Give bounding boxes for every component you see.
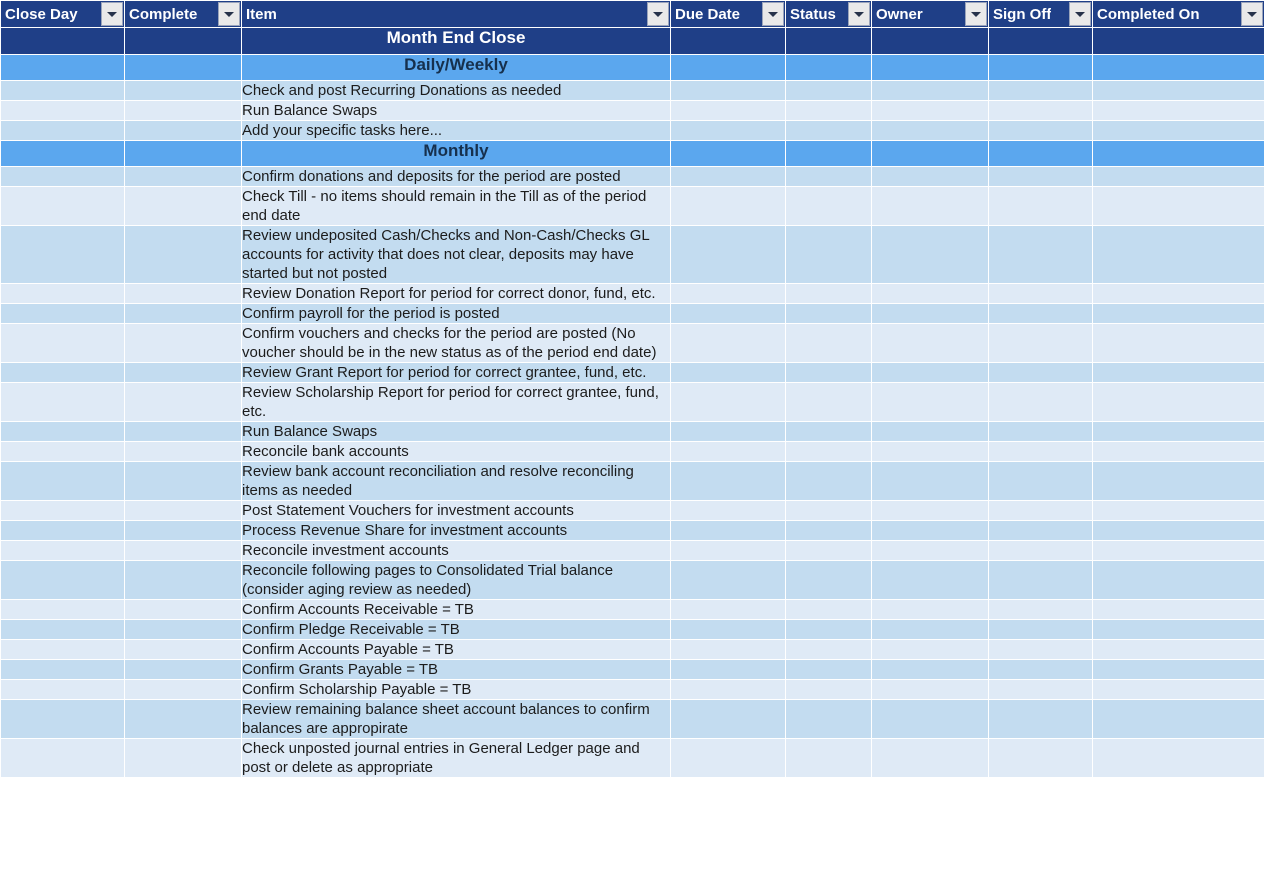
cell-status[interactable] (786, 284, 872, 304)
cell-status[interactable] (786, 700, 872, 739)
cell-owner[interactable] (872, 660, 989, 680)
blank-cell[interactable] (872, 55, 989, 81)
cell-due-date[interactable] (671, 700, 786, 739)
blank-cell[interactable] (1093, 55, 1264, 81)
section-title: Monthly (242, 141, 671, 167)
cell-complete[interactable] (125, 81, 242, 101)
cell-completed-on[interactable] (1093, 363, 1264, 383)
cell-due-date[interactable] (671, 383, 786, 422)
sheet-title-row (1, 28, 1264, 55)
table-row (1, 640, 1264, 660)
cell-item[interactable]: Review remaining balance sheet account balances to confirm balances are appropirate (242, 700, 671, 739)
column-header-item[interactable] (242, 1, 671, 28)
cell-owner[interactable] (872, 442, 989, 462)
cell-complete[interactable] (125, 640, 242, 660)
cell-item[interactable]: Add your specific tasks here... (242, 121, 671, 141)
cell-owner[interactable] (872, 620, 989, 640)
cell-close-day[interactable] (1, 383, 125, 422)
cell-close-day[interactable] (1, 422, 125, 442)
cell-sign-off[interactable] (989, 121, 1093, 141)
cell-complete[interactable] (125, 620, 242, 640)
column-header-label: Close Day (5, 5, 78, 23)
page-title: Month End Close (242, 28, 671, 55)
blank-cell[interactable] (989, 141, 1093, 167)
cell-item[interactable]: Review Scholarship Report for period for correct grantee, fund, etc. (242, 383, 671, 422)
section-header-row (1, 141, 1264, 167)
column-header-label: Status (790, 5, 836, 23)
column-header-close-day[interactable] (1, 1, 125, 28)
cell-completed-on[interactable] (1093, 284, 1264, 304)
cell-item[interactable]: Review Grant Report for period for correct grantee, fund, etc. (242, 363, 671, 383)
cell-close-day[interactable] (1, 363, 125, 383)
cell-item[interactable]: Confirm vouchers and checks for the period are posted (No voucher should be in the new status as of the period end date) (242, 324, 671, 363)
cell-complete[interactable] (125, 363, 242, 383)
cell-status[interactable] (786, 521, 872, 541)
blank-cell[interactable] (989, 55, 1093, 81)
blank-cell[interactable] (1093, 141, 1264, 167)
cell-status[interactable] (786, 304, 872, 324)
cell-owner[interactable] (872, 324, 989, 363)
chevron-down-icon[interactable] (1069, 2, 1091, 26)
table-row (1, 561, 1264, 600)
cell-owner[interactable] (872, 383, 989, 422)
blank-cell[interactable] (1, 28, 125, 55)
cell-due-date[interactable] (671, 640, 786, 660)
cell-complete[interactable] (125, 187, 242, 226)
cell-item[interactable]: Confirm Accounts Payable = TB (242, 640, 671, 660)
cell-sign-off[interactable] (989, 187, 1093, 226)
table-row (1, 187, 1264, 226)
chevron-down-icon[interactable] (101, 2, 123, 26)
cell-item[interactable]: Process Revenue Share for investment accounts (242, 521, 671, 541)
cell-close-day[interactable] (1, 442, 125, 462)
table-row (1, 363, 1264, 383)
cell-complete[interactable] (125, 739, 242, 778)
cell-due-date[interactable] (671, 521, 786, 541)
cell-completed-on[interactable] (1093, 620, 1264, 640)
cell-sign-off[interactable] (989, 541, 1093, 561)
cell-completed-on[interactable] (1093, 101, 1264, 121)
cell-due-date[interactable] (671, 600, 786, 620)
cell-close-day[interactable] (1, 167, 125, 187)
cell-completed-on[interactable] (1093, 680, 1264, 700)
cell-due-date[interactable] (671, 121, 786, 141)
table-row (1, 422, 1264, 442)
blank-cell[interactable] (872, 141, 989, 167)
cell-status[interactable] (786, 187, 872, 226)
column-header-label: Completed On (1097, 5, 1200, 23)
table-row (1, 700, 1264, 739)
cell-completed-on[interactable] (1093, 561, 1264, 600)
cell-close-day[interactable] (1, 700, 125, 739)
cell-close-day[interactable] (1, 121, 125, 141)
table-row (1, 521, 1264, 541)
cell-close-day[interactable] (1, 462, 125, 501)
table-header-row (1, 1, 1264, 28)
cell-due-date[interactable] (671, 167, 786, 187)
cell-completed-on[interactable] (1093, 187, 1264, 226)
cell-status[interactable] (786, 501, 872, 521)
cell-owner[interactable] (872, 187, 989, 226)
cell-status[interactable] (786, 226, 872, 284)
table-row (1, 501, 1264, 521)
table-row (1, 121, 1264, 141)
cell-status[interactable] (786, 462, 872, 501)
cell-due-date[interactable] (671, 541, 786, 561)
cell-status[interactable] (786, 363, 872, 383)
cell-due-date[interactable] (671, 422, 786, 442)
cell-complete[interactable] (125, 700, 242, 739)
cell-owner[interactable] (872, 81, 989, 101)
cell-completed-on[interactable] (1093, 541, 1264, 561)
cell-status[interactable] (786, 640, 872, 660)
cell-item[interactable]: Review undeposited Cash/Checks and Non-Cash/Checks GL accounts for activity that does not clear, deposits may have started but not posted (242, 226, 671, 284)
cell-completed-on[interactable] (1093, 739, 1264, 778)
cell-completed-on[interactable] (1093, 501, 1264, 521)
cell-close-day[interactable] (1, 640, 125, 660)
cell-sign-off[interactable] (989, 680, 1093, 700)
cell-completed-on[interactable] (1093, 324, 1264, 363)
cell-close-day[interactable] (1, 226, 125, 284)
table-row (1, 680, 1264, 700)
table-row (1, 101, 1264, 121)
cell-sign-off[interactable] (989, 600, 1093, 620)
cell-completed-on[interactable] (1093, 700, 1264, 739)
cell-completed-on[interactable] (1093, 226, 1264, 284)
cell-complete[interactable] (125, 226, 242, 284)
blank-cell[interactable] (786, 28, 872, 55)
cell-status[interactable] (786, 541, 872, 561)
cell-sign-off[interactable] (989, 700, 1093, 739)
blank-cell[interactable] (671, 141, 786, 167)
cell-owner[interactable] (872, 363, 989, 383)
cell-due-date[interactable] (671, 81, 786, 101)
chevron-down-icon[interactable] (965, 2, 987, 26)
table-row (1, 226, 1264, 284)
cell-due-date[interactable] (671, 284, 786, 304)
cell-owner[interactable] (872, 541, 989, 561)
cell-status[interactable] (786, 121, 872, 141)
cell-status[interactable] (786, 101, 872, 121)
cell-close-day[interactable] (1, 81, 125, 101)
cell-close-day[interactable] (1, 660, 125, 680)
cell-owner[interactable] (872, 739, 989, 778)
cell-complete[interactable] (125, 501, 242, 521)
blank-cell[interactable] (671, 55, 786, 81)
table-row (1, 284, 1264, 304)
blank-cell[interactable] (786, 55, 872, 81)
cell-owner[interactable] (872, 680, 989, 700)
cell-owner[interactable] (872, 167, 989, 187)
cell-sign-off[interactable] (989, 660, 1093, 680)
chevron-down-icon[interactable] (762, 2, 784, 26)
cell-due-date[interactable] (671, 324, 786, 363)
cell-sign-off[interactable] (989, 620, 1093, 640)
cell-owner[interactable] (872, 422, 989, 442)
cell-status[interactable] (786, 660, 872, 680)
table-row (1, 324, 1264, 363)
blank-cell[interactable] (1, 55, 125, 81)
cell-close-day[interactable] (1, 600, 125, 620)
cell-due-date[interactable] (671, 304, 786, 324)
cell-close-day[interactable] (1, 680, 125, 700)
cell-complete[interactable] (125, 284, 242, 304)
cell-item[interactable]: Confirm Grants Payable = TB (242, 660, 671, 680)
cell-owner[interactable] (872, 521, 989, 541)
cell-completed-on[interactable] (1093, 304, 1264, 324)
chevron-down-icon[interactable] (218, 2, 240, 26)
cell-sign-off[interactable] (989, 422, 1093, 442)
table-row (1, 739, 1264, 778)
cell-complete[interactable] (125, 462, 242, 501)
cell-close-day[interactable] (1, 521, 125, 541)
cell-status[interactable] (786, 81, 872, 101)
blank-cell[interactable] (125, 28, 242, 55)
blank-cell[interactable] (671, 28, 786, 55)
cell-completed-on[interactable] (1093, 81, 1264, 101)
cell-owner[interactable] (872, 101, 989, 121)
cell-owner[interactable] (872, 640, 989, 660)
cell-complete[interactable] (125, 324, 242, 363)
column-header-sign-off[interactable] (989, 1, 1093, 28)
cell-status[interactable] (786, 739, 872, 778)
cell-completed-on[interactable] (1093, 442, 1264, 462)
column-header-status[interactable] (786, 1, 872, 28)
cell-item[interactable]: Confirm donations and deposits for the period are posted (242, 167, 671, 187)
table-row (1, 660, 1264, 680)
cell-due-date[interactable] (671, 187, 786, 226)
cell-sign-off[interactable] (989, 521, 1093, 541)
cell-sign-off[interactable] (989, 383, 1093, 422)
table-body (1, 28, 1264, 778)
cell-complete[interactable] (125, 600, 242, 620)
cell-due-date[interactable] (671, 442, 786, 462)
cell-owner[interactable] (872, 121, 989, 141)
cell-complete[interactable] (125, 383, 242, 422)
table-row (1, 81, 1264, 101)
cell-due-date[interactable] (671, 561, 786, 600)
cell-due-date[interactable] (671, 462, 786, 501)
cell-item[interactable]: Check unposted journal entries in General Ledger page and post or delete as appropriate (242, 739, 671, 778)
cell-due-date[interactable] (671, 501, 786, 521)
cell-item[interactable]: Check and post Recurring Donations as needed (242, 81, 671, 101)
cell-complete[interactable] (125, 304, 242, 324)
cell-item[interactable]: Post Statement Vouchers for investment accounts (242, 501, 671, 521)
cell-sign-off[interactable] (989, 739, 1093, 778)
cell-close-day[interactable] (1, 324, 125, 363)
cell-item[interactable]: Reconcile following pages to Consolidated Trial balance (consider aging review as needed) (242, 561, 671, 600)
blank-cell[interactable] (125, 141, 242, 167)
column-header-complete[interactable] (125, 1, 242, 28)
table-row (1, 462, 1264, 501)
chevron-down-icon[interactable] (1241, 2, 1263, 26)
cell-sign-off[interactable] (989, 284, 1093, 304)
column-header-label: Due Date (675, 5, 741, 23)
cell-complete[interactable] (125, 101, 242, 121)
cell-completed-on[interactable] (1093, 521, 1264, 541)
blank-cell[interactable] (1, 141, 125, 167)
cell-status[interactable] (786, 383, 872, 422)
cell-item[interactable]: Confirm Pledge Receivable = TB (242, 620, 671, 640)
blank-cell[interactable] (125, 55, 242, 81)
cell-sign-off[interactable] (989, 226, 1093, 284)
cell-owner[interactable] (872, 226, 989, 284)
cell-close-day[interactable] (1, 304, 125, 324)
cell-sign-off[interactable] (989, 304, 1093, 324)
cell-sign-off[interactable] (989, 640, 1093, 660)
blank-cell[interactable] (1093, 28, 1264, 55)
table-row (1, 541, 1264, 561)
column-header-completed-on[interactable] (1093, 1, 1264, 28)
cell-status[interactable] (786, 422, 872, 442)
cell-status[interactable] (786, 561, 872, 600)
cell-sign-off[interactable] (989, 363, 1093, 383)
cell-status[interactable] (786, 442, 872, 462)
cell-sign-off[interactable] (989, 561, 1093, 600)
cell-complete[interactable] (125, 167, 242, 187)
cell-close-day[interactable] (1, 541, 125, 561)
column-header-label: Owner (876, 5, 923, 23)
cell-close-day[interactable] (1, 284, 125, 304)
cell-sign-off[interactable] (989, 81, 1093, 101)
cell-close-day[interactable] (1, 620, 125, 640)
cell-status[interactable] (786, 167, 872, 187)
cell-complete[interactable] (125, 442, 242, 462)
cell-item[interactable]: Run Balance Swaps (242, 101, 671, 121)
cell-sign-off[interactable] (989, 501, 1093, 521)
cell-complete[interactable] (125, 521, 242, 541)
cell-item[interactable]: Review Donation Report for period for correct donor, fund, etc. (242, 284, 671, 304)
cell-due-date[interactable] (671, 363, 786, 383)
column-header-label: Sign Off (993, 5, 1052, 23)
cell-complete[interactable] (125, 541, 242, 561)
cell-owner[interactable] (872, 561, 989, 600)
cell-item[interactable]: Confirm Accounts Receivable = TB (242, 600, 671, 620)
cell-owner[interactable] (872, 304, 989, 324)
cell-completed-on[interactable] (1093, 167, 1264, 187)
cell-complete[interactable] (125, 561, 242, 600)
cell-close-day[interactable] (1, 561, 125, 600)
cell-sign-off[interactable] (989, 442, 1093, 462)
cell-close-day[interactable] (1, 501, 125, 521)
cell-sign-off[interactable] (989, 167, 1093, 187)
cell-close-day[interactable] (1, 187, 125, 226)
cell-completed-on[interactable] (1093, 383, 1264, 422)
cell-item[interactable]: Reconcile bank accounts (242, 442, 671, 462)
cell-due-date[interactable] (671, 620, 786, 640)
cell-item[interactable]: Confirm payroll for the period is posted (242, 304, 671, 324)
chevron-down-icon[interactable] (848, 2, 870, 26)
cell-sign-off[interactable] (989, 324, 1093, 363)
cell-item[interactable]: Check Till - no items should remain in the Till as of the period end date (242, 187, 671, 226)
cell-complete[interactable] (125, 680, 242, 700)
cell-owner[interactable] (872, 462, 989, 501)
table-row (1, 383, 1264, 422)
cell-owner[interactable] (872, 700, 989, 739)
section-header-row (1, 55, 1264, 81)
section-title: Daily/Weekly (242, 55, 671, 81)
cell-status[interactable] (786, 620, 872, 640)
cell-due-date[interactable] (671, 101, 786, 121)
cell-completed-on[interactable] (1093, 422, 1264, 442)
cell-due-date[interactable] (671, 739, 786, 778)
cell-completed-on[interactable] (1093, 600, 1264, 620)
blank-cell[interactable] (989, 28, 1093, 55)
cell-due-date[interactable] (671, 660, 786, 680)
column-header-owner[interactable] (872, 1, 989, 28)
cell-item[interactable]: Confirm Scholarship Payable = TB (242, 680, 671, 700)
column-header-due-date[interactable] (671, 1, 786, 28)
cell-completed-on[interactable] (1093, 660, 1264, 680)
cell-complete[interactable] (125, 660, 242, 680)
cell-status[interactable] (786, 600, 872, 620)
cell-completed-on[interactable] (1093, 640, 1264, 660)
column-header-label: Item (246, 5, 277, 23)
cell-owner[interactable] (872, 600, 989, 620)
chevron-down-icon[interactable] (647, 2, 669, 26)
cell-sign-off[interactable] (989, 101, 1093, 121)
cell-completed-on[interactable] (1093, 462, 1264, 501)
cell-sign-off[interactable] (989, 462, 1093, 501)
cell-completed-on[interactable] (1093, 121, 1264, 141)
table-row (1, 600, 1264, 620)
cell-status[interactable] (786, 324, 872, 363)
cell-status[interactable] (786, 680, 872, 700)
cell-owner[interactable] (872, 284, 989, 304)
table-row (1, 167, 1264, 187)
cell-close-day[interactable] (1, 101, 125, 121)
cell-item[interactable]: Reconcile investment accounts (242, 541, 671, 561)
column-header-label: Complete (129, 5, 198, 23)
cell-due-date[interactable] (671, 226, 786, 284)
blank-cell[interactable] (786, 141, 872, 167)
table-row (1, 304, 1264, 324)
table-row (1, 620, 1264, 640)
cell-complete[interactable] (125, 121, 242, 141)
cell-complete[interactable] (125, 422, 242, 442)
cell-due-date[interactable] (671, 680, 786, 700)
cell-owner[interactable] (872, 501, 989, 521)
blank-cell[interactable] (872, 28, 989, 55)
cell-close-day[interactable] (1, 739, 125, 778)
table-row (1, 442, 1264, 462)
cell-item[interactable]: Review bank account reconciliation and resolve reconciling items as needed (242, 462, 671, 501)
cell-item[interactable]: Run Balance Swaps (242, 422, 671, 442)
